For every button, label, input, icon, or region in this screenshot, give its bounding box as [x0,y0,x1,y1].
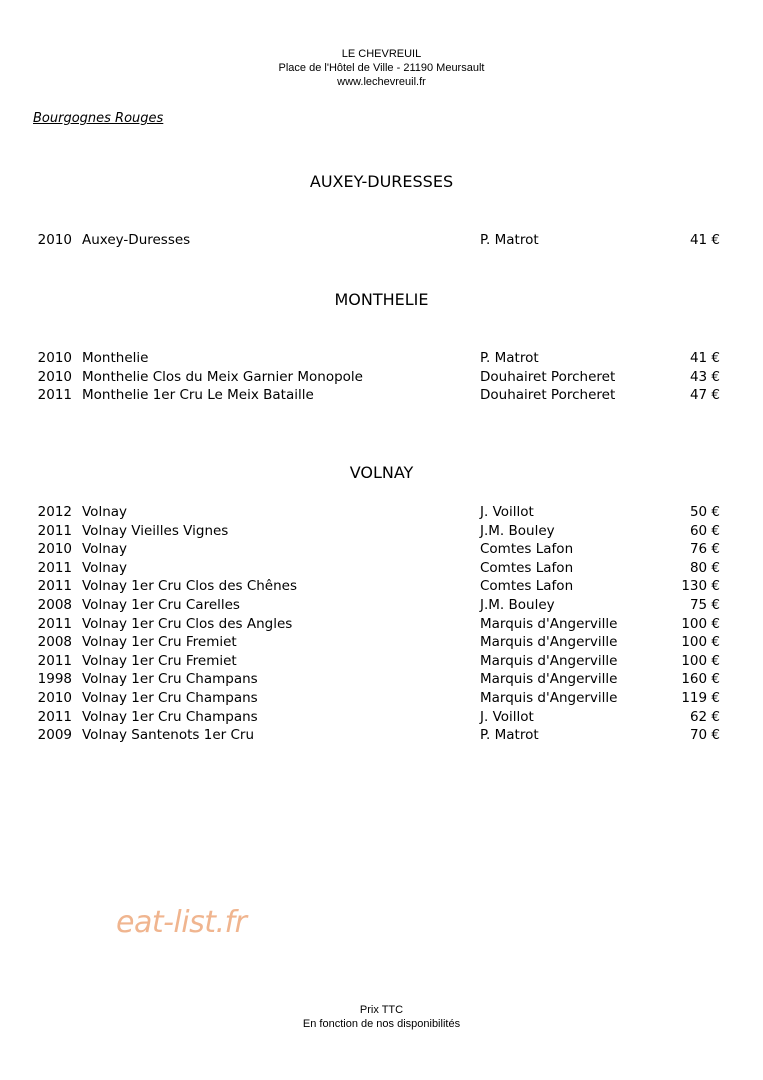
wine-year: 2010 [37,689,72,706]
wine-year: 2009 [37,727,72,744]
wine-row [0,689,763,708]
wine-producer: Comtes Lafon [480,559,574,576]
wine-price: 130 € [681,578,720,595]
wine-price: 100 € [681,652,720,669]
wine-year: 2012 [37,504,72,520]
wine-row [0,349,763,368]
wine-producer: Marquis d'Angerville [480,652,618,669]
wine-year: 2011 [37,578,72,595]
wine-row [0,559,763,578]
wine-row [0,708,763,727]
wine-name: Volnay 1er Cru Champans [82,671,258,688]
wine-price: 43 € [689,368,720,385]
wine-year: 2010 [37,368,72,385]
wine-producer: Comtes Lafon [480,541,574,558]
wine-year: 2010 [37,232,72,248]
wine-name: Volnay 1er Cru Carelles [82,596,240,613]
wine-name: Volnay 1er Cru Champans [82,689,258,706]
wine-producer: Comtes Lafon [480,578,574,595]
wine-name: Monthelie Clos du Meix Garnier Monopole [82,368,363,385]
wine-name: Auxey-Duresses [82,232,191,248]
wine-row [0,615,763,634]
wine-row [0,726,763,745]
wine-year: 2011 [37,559,72,576]
wine-price: 70 € [689,727,720,744]
section-title-volnay: VOLNAY [349,463,414,482]
wine-producer: P. Matrot [480,727,539,744]
restaurant-website: www.lechevreuil.fr [337,76,426,88]
wine-year: 2011 [37,522,72,539]
wine-row [0,231,763,250]
wine-producer: J. Voillot [480,708,534,725]
wine-producer: P. Matrot [480,350,539,366]
wine-price: 100 € [681,615,720,632]
wine-row [0,596,763,615]
wine-producer: Marquis d'Angerville [480,671,618,688]
wine-producer: J.M. Bouley [480,522,555,539]
wine-list-volnay [0,503,763,745]
wine-price: 60 € [689,522,720,539]
wine-year: 2008 [37,634,72,651]
wine-producer: Marquis d'Angerville [480,615,618,632]
wine-name: Volnay 1er Cru Fremiet [82,652,237,669]
footer-price-note: Prix TTC [359,1004,404,1016]
wine-year: 2011 [37,615,72,632]
wine-price: 41 € [689,232,720,248]
wine-year: 2008 [37,596,72,613]
wine-producer: Douhairet Porcheret [480,387,616,404]
wine-name: Volnay [82,559,128,576]
wine-price: 76 € [689,541,720,558]
restaurant-name: LE CHEVREUIL [341,48,422,60]
wine-price: 47 € [689,387,720,404]
wine-producer: Douhairet Porcheret [480,368,616,385]
wine-row [0,670,763,689]
wine-name: Volnay 1er Cru Clos des Chênes [82,578,298,595]
wine-producer: P. Matrot [480,232,539,248]
wine-price: 80 € [689,559,720,576]
wine-price: 50 € [689,504,720,520]
wine-year: 2011 [37,652,72,669]
wine-name: Volnay Santenots 1er Cru [82,727,255,744]
wine-producer: J. Voillot [480,504,534,520]
wine-producer: Marquis d'Angerville [480,634,618,651]
section-title-auxey-duresses: AUXEY-DURESSES [309,172,454,191]
wine-row [0,633,763,652]
wine-name: Volnay [82,541,128,558]
wine-name: Monthelie 1er Cru Le Meix Bataille [82,387,314,404]
wine-price: 62 € [689,708,720,725]
footer-availability-note: En fonction de nos disponibilités [302,1018,461,1030]
section-title-monthelie: MONTHELIE [334,290,429,309]
wine-year: 2010 [37,350,72,366]
wine-price: 100 € [681,634,720,651]
wine-year: 2011 [37,387,72,404]
restaurant-address: Place de l'Hôtel de Ville - 21190 Meursault [278,62,485,74]
wine-row [0,503,763,522]
wine-name: Monthelie [82,350,149,366]
wine-price: 119 € [681,689,720,706]
wine-price: 75 € [689,596,720,613]
restaurant-header [0,47,763,89]
watermark-logo: eat-list.fr [116,905,247,940]
wine-list-auxey-duresses [0,231,763,250]
wine-name: Volnay Vieilles Vignes [82,522,229,539]
wine-list-monthelie [0,349,763,405]
wine-name: Volnay [82,504,128,520]
wine-producer: J.M. Bouley [480,596,555,613]
wine-row [0,386,763,405]
wine-row [0,522,763,541]
wine-name: Volnay 1er Cru Clos des Angles [82,615,293,632]
wine-year: 2010 [37,541,72,558]
wine-row [0,577,763,596]
wine-price: 41 € [689,350,720,366]
wine-row [0,652,763,671]
wine-row [0,368,763,387]
wine-name: Volnay 1er Cru Champans [82,708,258,725]
category-title: Bourgognes Rouges [33,111,164,126]
wine-row [0,540,763,559]
menu-footer [0,1003,763,1031]
wine-year: 2011 [37,708,72,725]
wine-name: Volnay 1er Cru Fremiet [82,634,237,651]
wine-price: 160 € [681,671,720,688]
wine-producer: Marquis d'Angerville [480,689,618,706]
wine-year: 1998 [37,671,72,688]
